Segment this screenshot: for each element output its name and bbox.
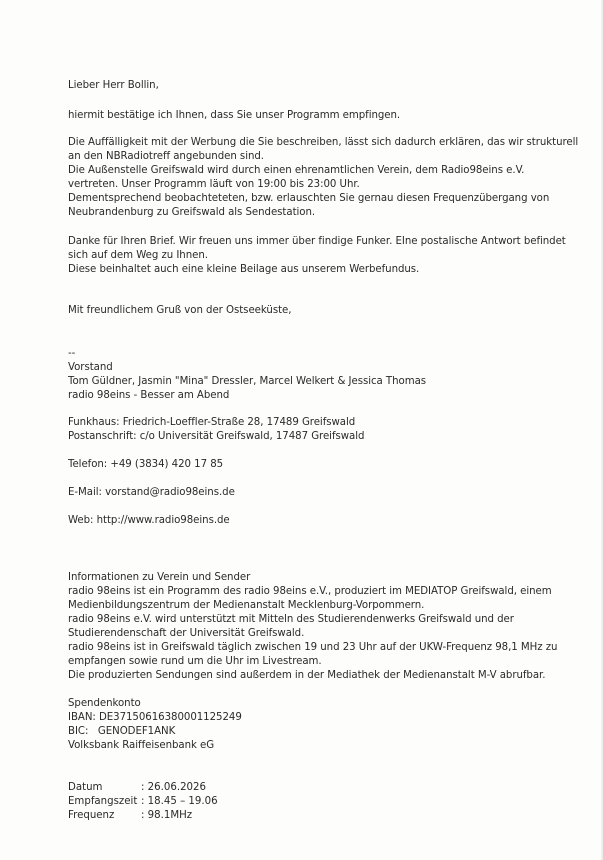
closing-line: Mit freundlichem Gruß von der Ostseeküste, xyxy=(68,305,292,316)
datum-label: Datum xyxy=(68,782,103,793)
body-line: vertreten. Unser Programm läuft von 19:00 bis 23:00 Uhr. xyxy=(68,179,360,190)
phone-number: Telefon: +49 (3834) 420 17 85 xyxy=(68,459,224,470)
signature-role: Vorstand xyxy=(68,362,113,373)
frequenz-label: Frequenz xyxy=(68,810,115,821)
body-line: Danke für Ihren Brief. Wir freuen uns immer über findige Funker. EIne postalische Antwort befindet xyxy=(68,236,566,247)
info-line: radio 98eins ist ein Programm des radio 98eins e.V., produziert im MEDIATOP Greifswald, einem xyxy=(68,586,552,597)
body-line: sich auf dem Weg zu Ihnen. xyxy=(68,250,208,261)
info-heading: Informationen zu Verein und Sender xyxy=(68,572,251,583)
signature-names: Tom Güldner, Jasmin "Mina" Dressler, Marcel Welkert & Jessica Thomas xyxy=(68,376,427,387)
website: Web: http://www.radio98eins.de xyxy=(68,515,230,526)
body-line: Die Außenstelle Greifswald wird durch einen ehrenamtlichen Verein, dem Radio98eins e.V. xyxy=(68,165,525,176)
signature-station: radio 98eins - Besser am Abend xyxy=(68,390,230,401)
info-line: empfangen sowie rund um die Uhr im Livestream. xyxy=(68,656,322,667)
donation-heading: Spendenkonto xyxy=(68,698,141,709)
donation-bank: Volksbank Raiffeisenbank eG xyxy=(68,740,215,751)
postal-address: Postanschrift: c/o Universität Greifswald, 17487 Greifswald xyxy=(68,431,365,442)
donation-iban: IBAN: DE37150616380001125249 xyxy=(68,712,242,723)
info-line: Studierendenschaft der Universität Greifswald. xyxy=(68,628,305,639)
datum-value: : 26.06.2026 xyxy=(141,782,207,793)
intro-line: hiermit bestätige ich Ihnen, dass Sie unser Programm empfingen. xyxy=(68,110,401,121)
salutation: Lieber Herr Bollin, xyxy=(68,80,159,91)
frequenz-value: : 98.1MHz xyxy=(141,810,193,821)
body-line: an den NBRadiotreff angebunden sind. xyxy=(68,151,264,162)
email-address: E-Mail: vorstand@radio98eins.de xyxy=(68,487,235,498)
info-line: Die produzierten Sendungen sind außerdem in der Mediathek der Medienanstalt M-V abrufbar. xyxy=(68,670,546,681)
body-line: Neubrandenburg zu Greifswald als Sendestation. xyxy=(68,207,316,218)
info-line: radio 98eins ist in Greifswald täglich zwischen 19 und 23 Uhr auf der UKW-Frequenz 98,1 MHz zu xyxy=(68,642,558,653)
body-line: Dementsprechend beobachteteten, bzw. erlauschten Sie gernau diesen Frequenzübergang von xyxy=(68,193,550,204)
empfangszeit-value: : 18.45 – 19.06 xyxy=(141,796,218,807)
signature-separator: -- xyxy=(68,348,76,359)
body-line: Die Auffälligkeit mit der Werbung die Sie beschreiben, lässt sich dadurch erklären, das wir strukturell xyxy=(68,137,579,148)
body-line: Diese beinhaltet auch eine kleine Beilage aus unserem Werbefundus. xyxy=(68,264,420,275)
empfangszeit-label: Empfangszeit xyxy=(68,796,138,807)
info-line: radio 98eins e.V. wird unterstützt mit Mitteln des Studierendenwerks Greifswald und der xyxy=(68,614,514,625)
info-line: Medienbildungszentrum der Medienanstalt Mecklenburg-Vorpommern. xyxy=(68,600,425,611)
donation-bic: BIC: GENODEF1ANK xyxy=(68,726,176,737)
funkhaus-address: Funkhaus: Friedrich-Loeffler-Straße 28, 17489 Greifswald xyxy=(68,417,356,428)
